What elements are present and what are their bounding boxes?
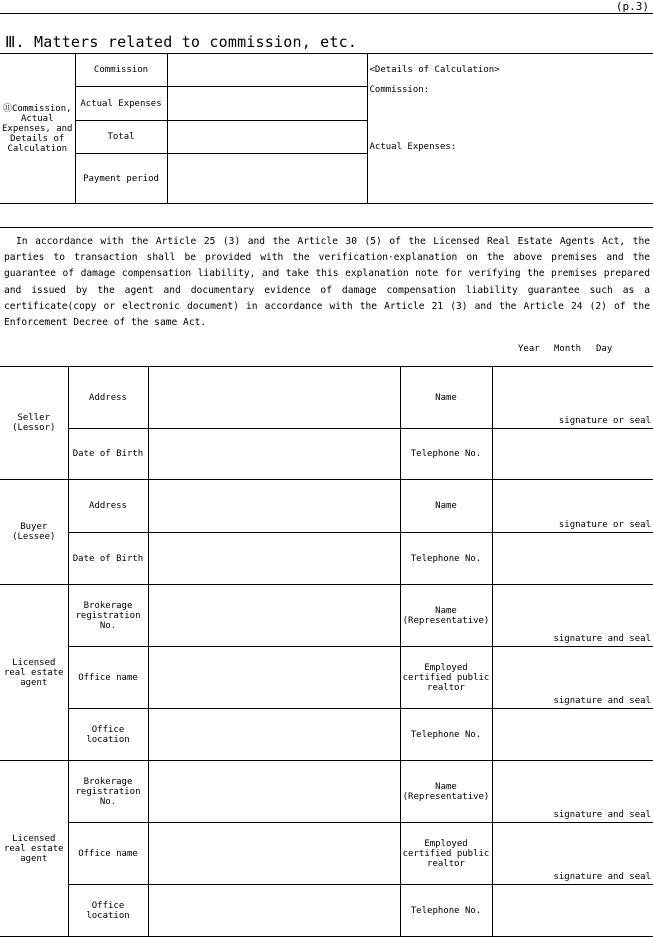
agent2-office-label: Office name bbox=[68, 823, 148, 885]
buyer-signature[interactable] bbox=[492, 480, 653, 533]
agent1-office-value[interactable] bbox=[148, 647, 400, 709]
buyer-dob-label: Date of Birth bbox=[68, 533, 148, 585]
page-number: (p.3) bbox=[615, 0, 649, 13]
explanation-paragraph: In accordance with the Article 25 (3) and the Article 30 (5) of the Licensed Real Estate Agents Act, the parties to transaction shall be provided with the verification·explanation on the above premises and the guarantee of damage compensation liability, and take this explanation note for verifying the premises prepared and issued by the agent and documentary evidence of damage compensation liability guarantee such as a certificate(copy or electronic document) in accordance with the Article 21 (3) and the Article 24 (2) of the Enforcement Decree of the same Act. bbox=[4, 236, 650, 329]
agent2-signature-2[interactable] bbox=[492, 823, 653, 885]
details-expenses: Actual Expenses: bbox=[369, 142, 457, 152]
commission-value[interactable] bbox=[167, 54, 367, 87]
seller-dob-label: Date of Birth bbox=[68, 429, 148, 480]
commission-row-header: ⑪Commission, Actual Expenses, and Details of Calculation bbox=[0, 54, 75, 204]
agent2-rep-label: Name (Representative) bbox=[400, 761, 492, 823]
seller-label: Seller (Lessor) bbox=[0, 367, 68, 480]
actual-expenses-label: Actual Expenses bbox=[75, 87, 167, 121]
parties-table bbox=[0, 366, 653, 937]
agent1-reg-label: Brokerage registration No. bbox=[68, 585, 148, 647]
buyer-sign-hint: signature or seal bbox=[558, 520, 651, 530]
agent1-label: Licensed real estate agent bbox=[0, 585, 68, 761]
commission-table bbox=[0, 53, 653, 204]
seller-phone-label: Telephone No. bbox=[400, 429, 492, 480]
details-commission: Commission: bbox=[369, 85, 430, 95]
buyer-phone-value[interactable] bbox=[492, 533, 653, 585]
top-rule bbox=[0, 13, 653, 14]
commission-label: Commission bbox=[75, 54, 167, 87]
buyer-dob-value[interactable] bbox=[148, 533, 400, 585]
seller-signature[interactable] bbox=[492, 367, 653, 429]
agent1-phone-value[interactable] bbox=[492, 709, 653, 761]
agent2-reg-value[interactable] bbox=[148, 761, 400, 823]
agent2-location-value[interactable] bbox=[148, 885, 400, 937]
details-title: <Details of Calculation> bbox=[369, 65, 500, 75]
agent2-phone-value[interactable] bbox=[492, 885, 653, 937]
buyer-phone-label: Telephone No. bbox=[400, 533, 492, 585]
agent1-phone-label: Telephone No. bbox=[400, 709, 492, 761]
date-month: Month bbox=[554, 344, 582, 354]
seller-phone-value[interactable] bbox=[492, 429, 653, 480]
paragraph-rule bbox=[0, 227, 653, 228]
seller-sign-hint: signature or seal bbox=[558, 416, 651, 426]
details-of-calculation[interactable] bbox=[367, 54, 653, 204]
buyer-label: Buyer (Lessee) bbox=[0, 480, 68, 585]
agent1-realtor-label: Employed certified public realtor bbox=[400, 647, 492, 709]
agent2-realtor-label: Employed certified public realtor bbox=[400, 823, 492, 885]
agent2-sign-hint-2: signature and seal bbox=[553, 872, 651, 882]
seller-dob-value[interactable] bbox=[148, 429, 400, 480]
date-day: Day bbox=[596, 344, 613, 354]
total-value[interactable] bbox=[167, 121, 367, 154]
agent2-label: Licensed real estate agent bbox=[0, 761, 68, 937]
agent1-sign-hint-2: signature and seal bbox=[553, 696, 651, 706]
agent1-reg-value[interactable] bbox=[148, 585, 400, 647]
agent1-location-label: Office location bbox=[68, 709, 148, 761]
agent2-sign-hint-1: signature and seal bbox=[553, 810, 651, 820]
agent1-signature-1[interactable] bbox=[492, 585, 653, 647]
agent1-rep-label: Name (Representative) bbox=[400, 585, 492, 647]
date-year: Year bbox=[518, 344, 540, 354]
seller-address-value[interactable] bbox=[148, 367, 400, 429]
buyer-address-value[interactable] bbox=[148, 480, 400, 533]
buyer-address-label: Address bbox=[68, 480, 148, 533]
agent2-signature-1[interactable] bbox=[492, 761, 653, 823]
seller-address-label: Address bbox=[68, 367, 148, 429]
agent2-location-label: Office location bbox=[68, 885, 148, 937]
seller-name-label: Name bbox=[400, 367, 492, 429]
buyer-name-label: Name bbox=[400, 480, 492, 533]
total-label: Total bbox=[75, 121, 167, 154]
payment-period-value[interactable] bbox=[167, 154, 367, 204]
section-title: Ⅲ. Matters related to commission, etc. bbox=[5, 33, 358, 51]
agent2-phone-label: Telephone No. bbox=[400, 885, 492, 937]
agent1-signature-2[interactable] bbox=[492, 647, 653, 709]
agent1-location-value[interactable] bbox=[148, 709, 400, 761]
actual-expenses-value[interactable] bbox=[167, 87, 367, 121]
payment-period-label: Payment period bbox=[75, 154, 167, 204]
agent2-office-value[interactable] bbox=[148, 823, 400, 885]
agent1-sign-hint-1: signature and seal bbox=[553, 634, 651, 644]
agent1-office-label: Office name bbox=[68, 647, 148, 709]
agent2-reg-label: Brokerage registration No. bbox=[68, 761, 148, 823]
